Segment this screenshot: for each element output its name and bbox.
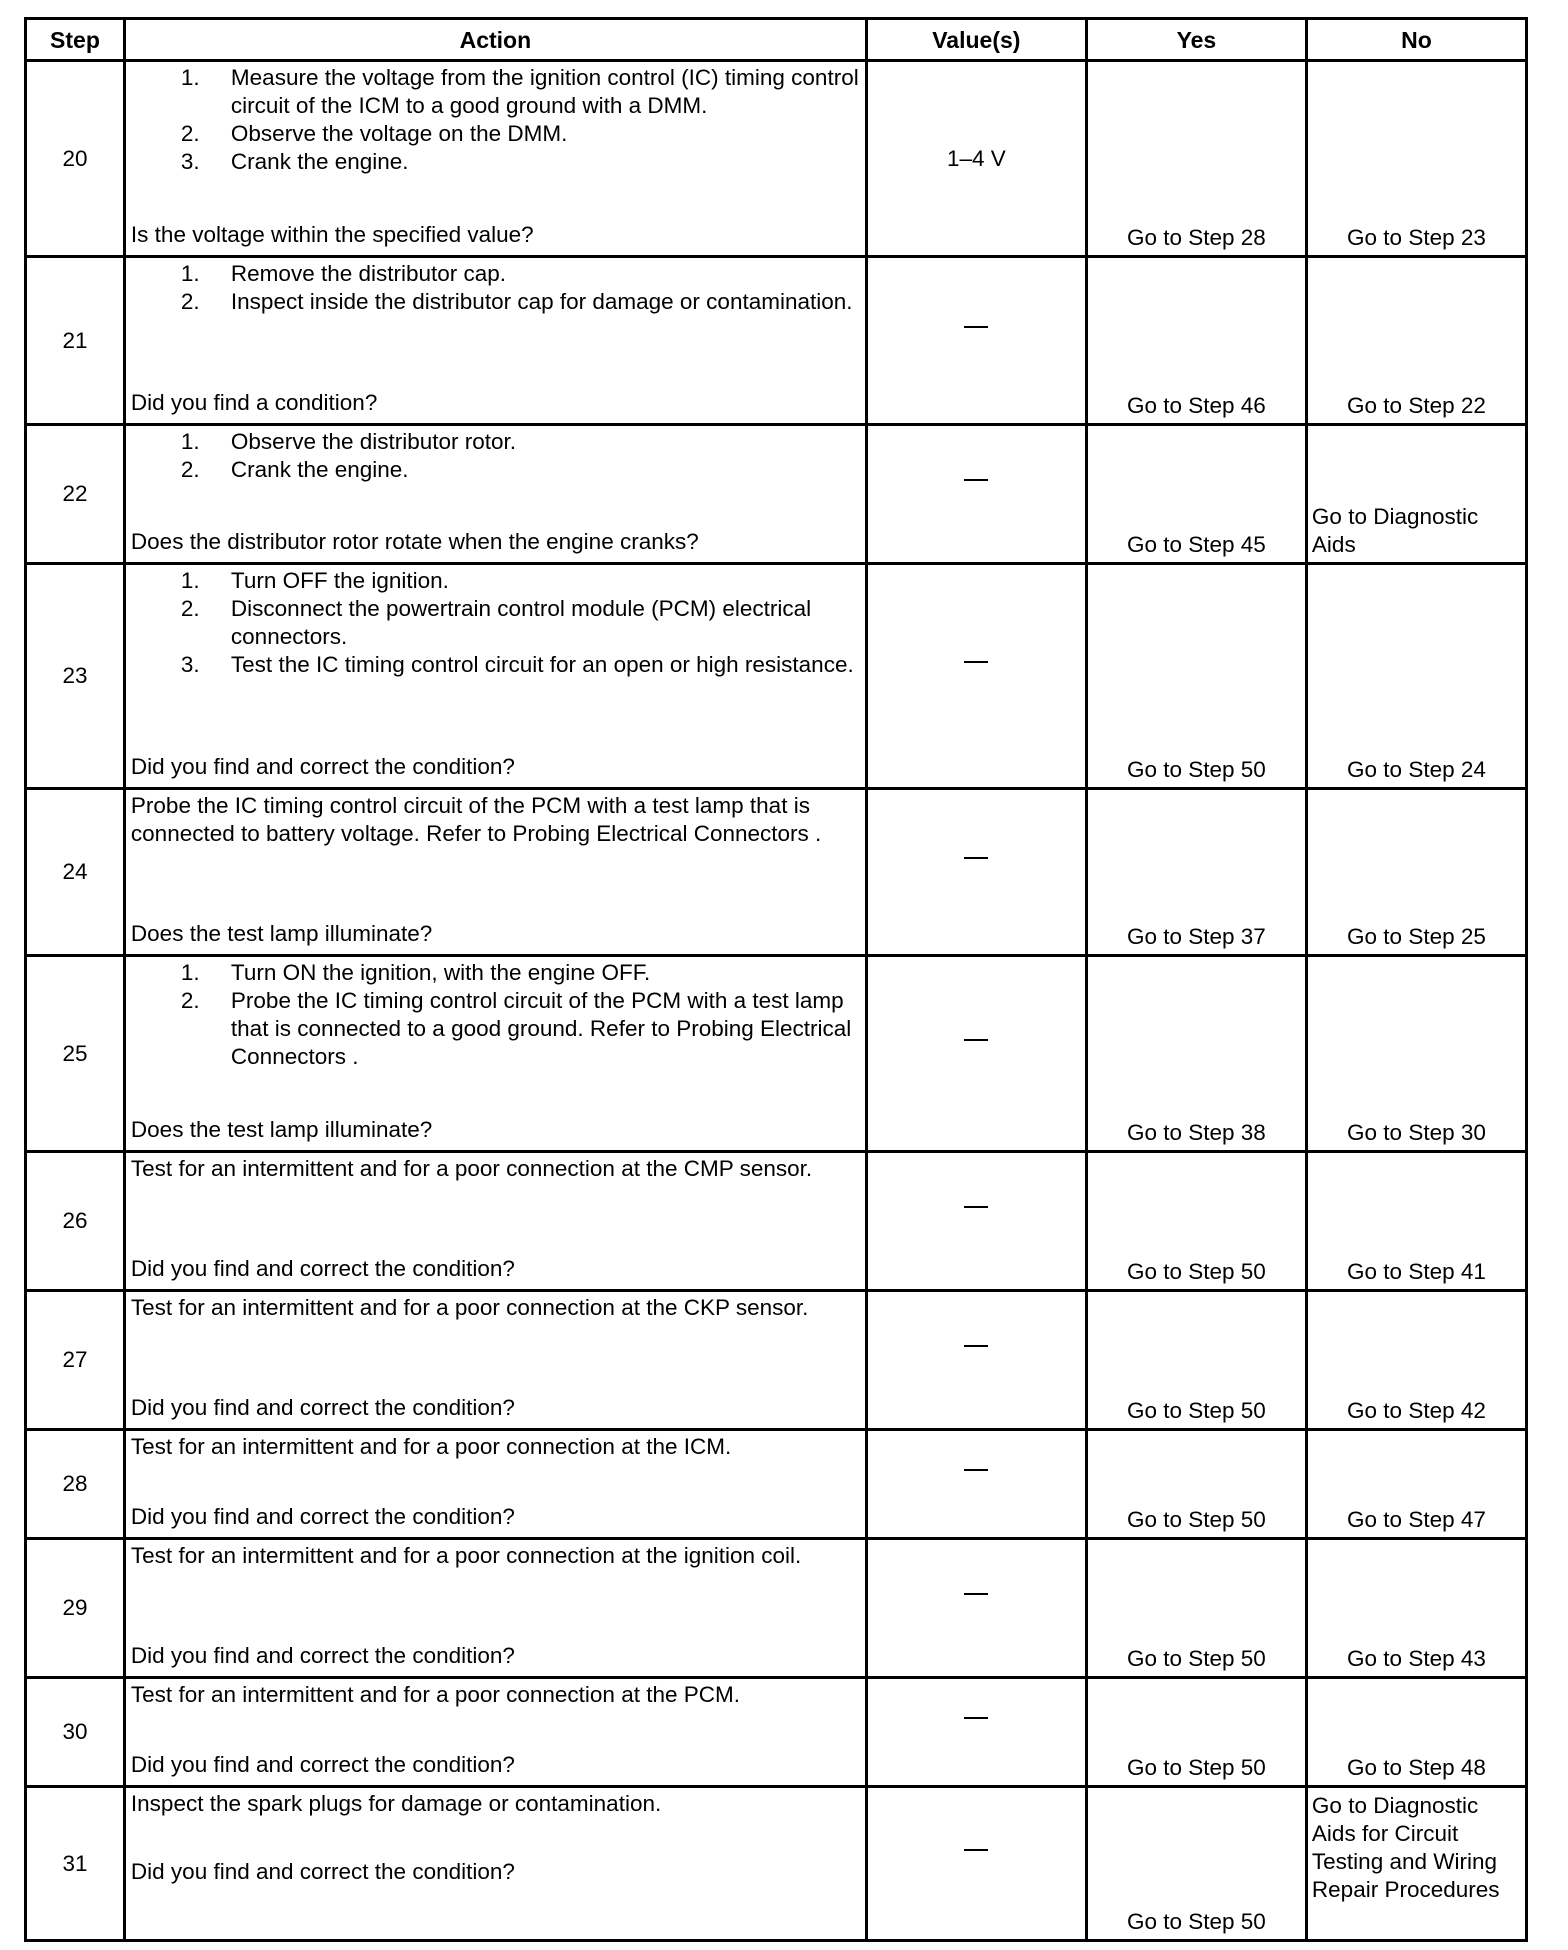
yes-cell: Go to Step 45 (1086, 425, 1306, 564)
action-step: 2. Observe the voltage on the DMM. (180, 121, 568, 146)
value-dash (964, 857, 988, 887)
yes-cell: Go to Step 37 (1086, 789, 1306, 956)
step-number: 30 (26, 1678, 125, 1787)
value-cell (866, 1291, 1086, 1430)
table-row (26, 61, 1527, 257)
action-text: Test for an intermittent and for a poor connection at the CMP sensor. (130, 1156, 813, 1181)
yes-cell: Go to Step 50 (1086, 1430, 1306, 1539)
no-cell: Go to Diagnostic Aids for Circuit Testing and Wiring Repair Procedures (1306, 1787, 1526, 1941)
header-values: Value(s) (866, 19, 1086, 61)
no-cell: Go to Step 25 (1306, 789, 1526, 956)
header-row (26, 19, 1527, 61)
action-text: Probe the IC timing control circuit of the PCM with a test lamp that is connected to battery voltage. Refer to Probing Electrical Connectors . (130, 793, 822, 846)
no-cell: Go to Step 22 (1306, 257, 1526, 425)
action-question: Does the distributor rotor rotate when the engine cranks? (130, 529, 699, 554)
action-text: Test for an intermittent and for a poor connection at the ICM. (130, 1434, 732, 1459)
table-row (26, 1787, 1527, 1941)
value-dash (964, 1849, 988, 1879)
no-cell: Go to Step 30 (1306, 956, 1526, 1152)
table-row (26, 1152, 1527, 1291)
action-cell (124, 257, 866, 425)
action-question: Did you find and correct the condition? (130, 1504, 515, 1529)
action-steps (131, 959, 859, 1071)
diagnostic-procedure-table (24, 17, 1528, 1942)
action-question: Did you find and correct the condition? (130, 1395, 515, 1420)
action-cell (124, 956, 866, 1152)
value-cell (866, 257, 1086, 425)
value-dash (964, 661, 988, 691)
yes-cell: Go to Step 50 (1086, 1152, 1306, 1291)
value-cell (866, 1787, 1086, 1941)
value-dash (964, 1717, 988, 1747)
no-cell: Go to Step 47 (1306, 1430, 1526, 1539)
action-cell (124, 789, 866, 956)
step-number: 23 (26, 564, 125, 789)
action-cell (124, 1430, 866, 1539)
yes-cell: Go to Step 38 (1086, 956, 1306, 1152)
value-cell (866, 956, 1086, 1152)
action-question: Does the test lamp illuminate? (130, 921, 433, 946)
step-number: 27 (26, 1291, 125, 1430)
action-cell (124, 425, 866, 564)
yes-cell: Go to Step 28 (1086, 61, 1306, 257)
action-step: 1. Turn OFF the ignition. (180, 568, 449, 593)
action-cell (124, 1787, 866, 1941)
yes-cell: Go to Step 46 (1086, 257, 1306, 425)
no-cell: Go to Step 48 (1306, 1678, 1526, 1787)
action-step: 2. Inspect inside the distributor cap for damage or contamination. (180, 289, 853, 314)
action-cell (124, 564, 866, 789)
action-question: Did you find and correct the condition? (130, 1752, 515, 1777)
step-number: 28 (26, 1430, 125, 1539)
yes-cell: Go to Step 50 (1086, 1678, 1306, 1787)
header-step: Step (26, 19, 125, 61)
yes-cell: Go to Step 50 (1086, 1787, 1306, 1941)
table-row (26, 564, 1527, 789)
yes-cell: Go to Step 50 (1086, 564, 1306, 789)
table-row (26, 257, 1527, 425)
value-dash (964, 479, 988, 509)
value-dash (964, 326, 988, 356)
step-number: 26 (26, 1152, 125, 1291)
action-cell (124, 61, 866, 257)
action-steps (131, 567, 859, 679)
step-number: 29 (26, 1539, 125, 1678)
action-question: Is the voltage within the specified value? (130, 222, 534, 247)
action-step: 1. Remove the distributor cap. (180, 261, 507, 286)
action-step: 2. Crank the engine. (180, 457, 409, 482)
value-cell (866, 1152, 1086, 1291)
table-row (26, 789, 1527, 956)
action-question: Did you find and correct the condition? (130, 1859, 515, 1884)
no-cell: Go to Step 23 (1306, 61, 1526, 257)
value-dash (964, 1206, 988, 1236)
step-number: 22 (26, 425, 125, 564)
no-cell: Go to Diagnostic Aids (1306, 425, 1526, 564)
header-no: No (1306, 19, 1526, 61)
action-text: Test for an intermittent and for a poor connection at the PCM. (130, 1682, 740, 1707)
value-dash (964, 1345, 988, 1375)
step-number: 20 (26, 61, 125, 257)
value-cell (866, 789, 1086, 956)
table-row (26, 1430, 1527, 1539)
step-number: 21 (26, 257, 125, 425)
action-question: Did you find and correct the condition? (130, 1643, 515, 1668)
step-number: 31 (26, 1787, 125, 1941)
action-step: 2. Disconnect the powertrain control module (PCM) electrical connectors. (180, 596, 812, 649)
action-question: Does the test lamp illuminate? (130, 1117, 433, 1142)
yes-cell: Go to Step 50 (1086, 1291, 1306, 1430)
yes-cell: Go to Step 50 (1086, 1539, 1306, 1678)
value-dash (964, 1593, 988, 1623)
action-steps (131, 64, 859, 176)
action-question: Did you find and correct the condition? (130, 1256, 515, 1281)
value-cell: 1–4 V (866, 61, 1086, 257)
header-action: Action (124, 19, 866, 61)
value-dash (964, 1469, 988, 1499)
table-row (26, 956, 1527, 1152)
action-cell (124, 1291, 866, 1430)
no-cell: Go to Step 42 (1306, 1291, 1526, 1430)
no-cell: Go to Step 24 (1306, 564, 1526, 789)
no-cell: Go to Step 41 (1306, 1152, 1526, 1291)
value-dash (964, 1039, 988, 1069)
step-number: 25 (26, 956, 125, 1152)
value-cell (866, 1678, 1086, 1787)
action-step: 1. Turn ON the ignition, with the engine OFF. (180, 960, 651, 985)
action-cell (124, 1539, 866, 1678)
action-steps (131, 260, 859, 316)
table-row (26, 1678, 1527, 1787)
table-row (26, 425, 1527, 564)
action-step: 3. Test the IC timing control circuit for an open or high resistance. (180, 652, 854, 677)
action-text: Inspect the spark plugs for damage or contamination. (130, 1791, 662, 1816)
action-step: 1. Measure the voltage from the ignition control (IC) timing control circuit of the ICM to a good ground with a DMM. (180, 65, 859, 118)
action-cell (124, 1678, 866, 1787)
action-cell (124, 1152, 866, 1291)
action-text: Test for an intermittent and for a poor connection at the ignition coil. (130, 1543, 802, 1568)
action-text: Test for an intermittent and for a poor connection at the CKP sensor. (130, 1295, 809, 1320)
value-cell (866, 425, 1086, 564)
action-step: 1. Observe the distributor rotor. (180, 429, 517, 454)
action-step: 2. Probe the IC timing control circuit of the PCM with a test lamp that is connected to a good ground. Refer to Probing Electrical Connectors . (180, 988, 852, 1069)
no-cell: Go to Step 43 (1306, 1539, 1526, 1678)
table-row (26, 1291, 1527, 1430)
action-steps (131, 428, 859, 484)
table-row (26, 1539, 1527, 1678)
step-number: 24 (26, 789, 125, 956)
action-question: Did you find a condition? (130, 390, 378, 415)
action-step: 3. Crank the engine. (180, 149, 409, 174)
action-question: Did you find and correct the condition? (130, 754, 515, 779)
header-yes: Yes (1086, 19, 1306, 61)
value-cell (866, 1430, 1086, 1539)
value-cell (866, 1539, 1086, 1678)
value-cell (866, 564, 1086, 789)
